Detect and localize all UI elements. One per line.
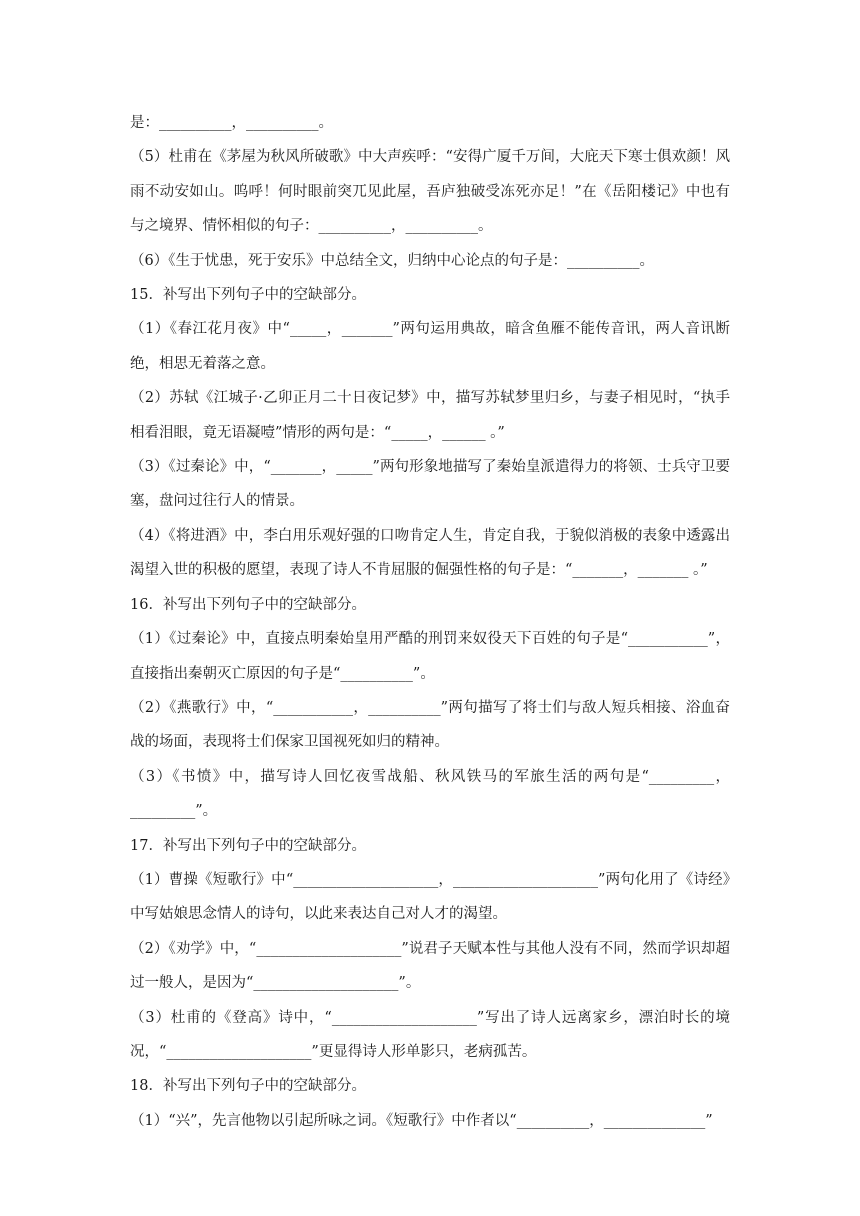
question-15-item-2: （2）苏轼《江城子·乙卯正月二十日夜记梦》中，描写苏轼梦里归乡，与妻子相见时，“执手相看泪眼，竟无语凝噎”情形的两句是：“_____，______ 。” [130, 390, 730, 441]
question-18-heading: 18．补写出下列句子中的空缺部分。 [130, 1078, 366, 1095]
question-17-item-1: （1）曹操《短歌行》中“____________________，____________________”两句化用了《诗经》中写姑娘思念情人的诗句，以此来表达自己对人才的渴望。 [130, 871, 730, 923]
question-15-item-3: （3）《过秦论》中，“_______，_____”两句形象地描写了秦始皇派遣得力的将领、士兵守卫要塞，盘问过往行人的情景。 [130, 459, 730, 510]
question-17-item-2: （2）《劝学》中，“____________________”说君子天赋本性与其他人没有不同，然而学识却超过一般人，是因为“____________________”。 [130, 940, 730, 992]
question-18-item-1: （1）“兴”，先言他物以引起所咏之词。《短歌行》中作者以“__________，______________” [130, 1112, 713, 1129]
question-14-item-5: （5）杜甫在《茅屋为秋风所破歌》中大声疾呼：“安得广厦千万间，大庇天下寒士俱欢颜！风雨不动安如山。呜呼！何时眼前突兀见此屋，吾庐独破受冻死亦足！”在《岳阳楼记》中也有与之境界、情怀相似的句子：__________，__________。 [130, 149, 730, 235]
question-17-heading: 17．补写出下列句子中的空缺部分。 [130, 837, 366, 854]
question-16-item-3: （3）《书愤》中，描写诗人回忆夜雪战船、秋风铁马的军旅生活的两句是“_________，_________”。 [130, 768, 730, 820]
question-16-heading: 16．补写出下列句子中的空缺部分。 [130, 596, 366, 613]
question-16-item-2: （2）《燕歌行》中，“___________，__________”两句描写了将士们与敌人短兵相接、浴血奋战的场面，表现将士们保家卫国视死如归的精神。 [130, 699, 730, 751]
question-17-item-3: （3）杜甫的《登高》诗中，“____________________”写出了诗人远离家乡，漂泊时长的境况，“____________________”更显得诗人形单影只，老病孤苦。 [130, 1009, 730, 1060]
question-16-item-1: （1）《过秦论》中，直接点明秦始皇用严酷的刑罚来奴役天下百姓的句子是“___________”，直接指出秦朝灭亡原因的句子是“__________”。 [130, 631, 730, 682]
question-15-item-1: （1）《春江花月夜》中“_____，_______”两句运用典故，暗含鱼雁不能传音讯，两人音讯断绝，相思无着落之意。 [130, 321, 730, 372]
question-15-item-4: （4）《将进酒》中，李白用乐观好强的口吻肯定人生，肯定自我，于貌似消极的表象中透露出渴望入世的积极的愿望，表现了诗人不肯屈服的倔强性格的句子是：“_______，_______ 。” [130, 527, 730, 579]
question-15-heading: 15．补写出下列句子中的空缺部分。 [130, 287, 366, 304]
document-page [130, 106, 730, 1138]
answer-line-continuation: 是：__________，__________。 [130, 115, 333, 131]
question-14-item-6: （6）《生于忧患，死于安乐》中总结全文，归纳中心论点的句子是：__________。 [130, 252, 654, 269]
